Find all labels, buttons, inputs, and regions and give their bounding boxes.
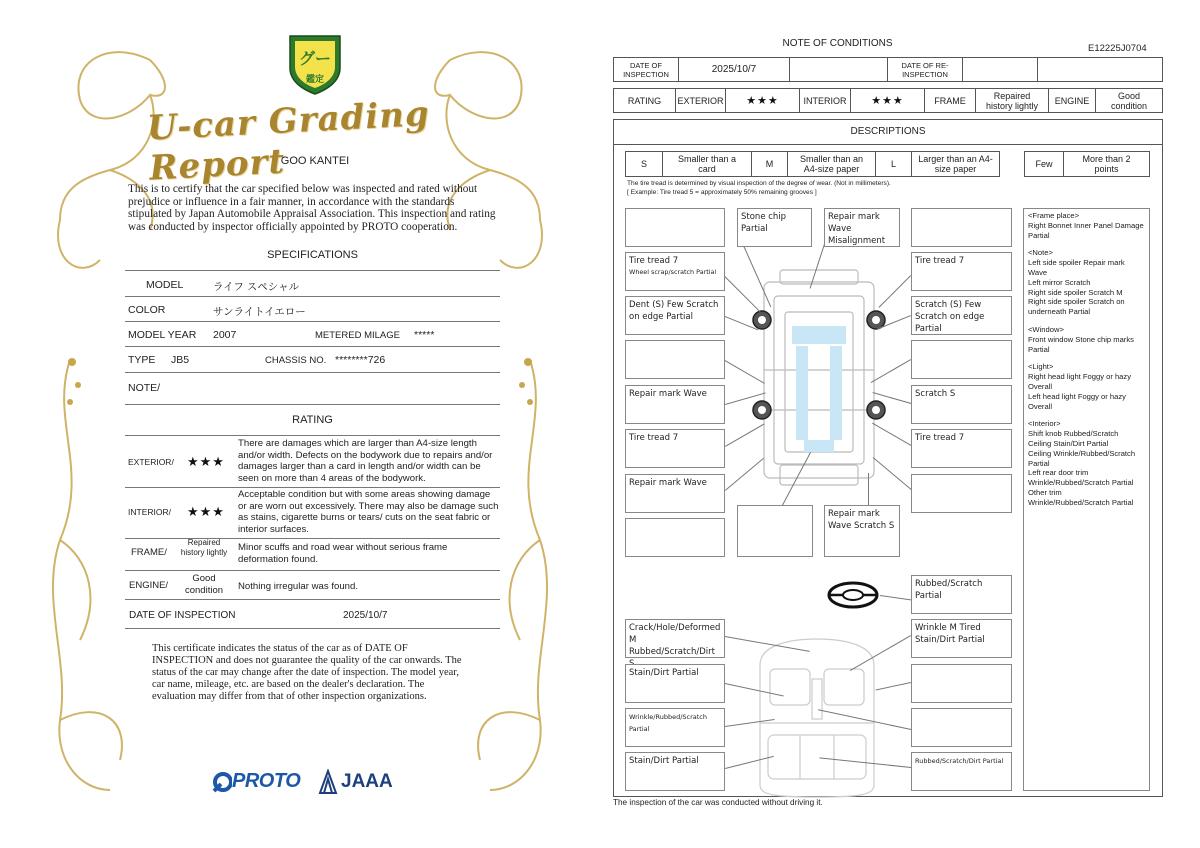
condition-box-rear-bumper: Repair mark Wave Scratch S [824, 505, 900, 557]
interior-label: INTERIOR/ [128, 507, 171, 517]
chassis-value: ********726 [335, 354, 386, 366]
divider [125, 628, 500, 629]
condition-box-front-seat-left: Stain/Dirt Partial [625, 664, 725, 703]
sheet-title: NOTE OF CONDITIONS [782, 38, 893, 49]
condition-box-front-seat-right: Wrinkle M Tired Stain/Dirt Partial [911, 619, 1012, 658]
side-note-line: Shift knob Rubbed/Scratch [1028, 429, 1119, 439]
side-notes-panel [1023, 208, 1150, 791]
side-note-line [1028, 411, 1145, 419]
divider [125, 321, 500, 322]
type-label: TYPE [128, 354, 156, 366]
divider [125, 404, 500, 405]
condition-box-rear-right-tire: Tire tread 7 [911, 429, 1012, 468]
engine-label: ENGINE [1048, 88, 1096, 113]
goo-kantei-badge-icon [286, 30, 344, 96]
condition-box-right-rear-door: Scratch S [911, 385, 1012, 424]
legend-m-key: M [751, 151, 788, 177]
color-label: COLOR [128, 304, 166, 316]
side-note-line: <Interior> [1028, 419, 1061, 429]
right-window-glass [830, 346, 842, 440]
date-inspection-label: DATE OF INSPECTION [613, 57, 679, 82]
condition-box-rear-seat: Stain/Dirt Partial [625, 752, 725, 791]
condition-box-left-front-door: Dent (S) Few Scratch on edge Partial [625, 296, 725, 335]
legend-s-desc: Smaller than a card [662, 151, 752, 177]
side-notes-list [1028, 211, 1145, 508]
frame-label: FRAME/ [131, 547, 167, 558]
rating-label: RATING [613, 88, 676, 113]
divider [125, 570, 500, 571]
side-note-line: <Light> [1028, 362, 1054, 372]
divider [125, 270, 500, 271]
condition-box-rear-left-empty [625, 518, 725, 557]
legend-m-desc: Smaller than an A4-size paper [787, 151, 876, 177]
engine-value: Good condition [1095, 88, 1163, 113]
side-note-line: <Window> [1028, 324, 1064, 334]
report-title: U-car Grading Report [146, 93, 431, 189]
frame-value: Repaired history lightly [975, 88, 1049, 113]
sheet-footer-note: The inspection of the car was conducted without driving it. [613, 798, 823, 807]
side-note-line: <Frame place> [1028, 211, 1080, 220]
color-value: サンライトイエロー [213, 306, 306, 318]
condition-box-front-right-tire: Tire tread 7 [911, 252, 1012, 291]
side-note-line: <Note> [1028, 248, 1053, 258]
rating-heading: RATING [292, 414, 333, 426]
side-note-line: Ceiling Wrinkle/Rubbed/Scratch Partial [1028, 448, 1136, 468]
interior-stars: ★★★ [850, 88, 925, 113]
side-note-line: Right side spoiler Scratch M [1028, 287, 1123, 297]
note-of-conditions-sheet [600, 0, 1200, 848]
tire-note: The tire tread is determined by visual inspection of the degree of wear. (Not in millimeters). [627, 180, 891, 187]
front-left-wheel-note: Wheel scrap/scratch Partial [629, 268, 717, 276]
svg-text:グー: グー [298, 49, 332, 68]
frame-description: Minor scuffs and road wear without serious frame deformation found. [238, 542, 448, 565]
condition-box-left-mid-empty [625, 340, 725, 379]
date-of-inspection-value: 2025/10/7 [343, 610, 388, 621]
condition-box-left-rear-quarter: Repair mark Wave [625, 474, 725, 513]
side-note-line [1028, 354, 1145, 362]
interior-stars: ★★★ [187, 505, 225, 520]
exterior-stars: ★★★ [187, 455, 225, 470]
condition-box-right-mid-empty [911, 340, 1012, 379]
rear-window-glass [804, 440, 834, 452]
condition-box-bonnet: Repair mark Wave Misalignment [824, 208, 900, 247]
condition-box-right-front-door: Scratch (S) Few Scratch on edge Partial [911, 296, 1012, 335]
proto-wordmark: PROTO [232, 770, 301, 792]
metered-milage-label: METERED MILAGE [315, 330, 400, 341]
condition-box-windshield: Stone chip Partial [737, 208, 812, 247]
divider [125, 599, 500, 600]
date-of-inspection-label: DATE OF INSPECTION [129, 610, 236, 621]
proto-logo [212, 770, 300, 793]
side-note-line: Right side spoiler Scratch on underneath Partial [1028, 297, 1125, 317]
windshield-glass [792, 326, 846, 344]
model-value: ライフ スペシャル [213, 281, 300, 293]
legend-few-desc: More than 2 points [1063, 151, 1150, 177]
interior-label: INTERIOR [799, 88, 851, 113]
side-note-line: Left head light Foggy or hazy Overall [1028, 391, 1126, 411]
report-id: E12225J0704 [1088, 43, 1147, 54]
empty-cell [1037, 57, 1163, 82]
jaaa-wordmark: JAAA [341, 771, 393, 792]
svg-text:鑑定: 鑑定 [305, 75, 325, 85]
engine-label: ENGINE/ [129, 580, 169, 591]
condition-box-front-right-empty [911, 208, 1012, 247]
car-interior-diagram [750, 635, 885, 800]
side-note-line: Right Bonnet Inner Panel Damage Partial [1028, 220, 1144, 240]
side-note-line: Left mirror Scratch [1028, 277, 1091, 287]
car-exterior-diagram [740, 260, 890, 500]
date-reinspection-value [962, 57, 1038, 82]
model-year-value: 2007 [213, 329, 237, 341]
model-label: MODEL [146, 279, 184, 291]
type-value: JB5 [171, 354, 190, 366]
jaaa-logo [318, 769, 393, 795]
frame-label: FRAME [924, 88, 976, 113]
front-left-tire-tread: Tire tread 7 [629, 256, 679, 266]
steering-wheel-icon [826, 580, 880, 610]
exterior-stars: ★★★ [725, 88, 800, 113]
descriptions-heading: DESCRIPTIONS [850, 126, 926, 137]
chassis-label: CHASSIS NO. [265, 355, 327, 366]
condition-box-interior-right-mid-empty [911, 708, 1012, 747]
condition-box-dashboard: Crack/Hole/Deformed M Rubbed/Scratch/Dirt [625, 619, 725, 658]
legend-few-key: Few [1024, 151, 1064, 177]
side-note-line: Other trim Wrinkle/Rubbed/Scratch Partial [1028, 487, 1134, 507]
tire-example: [ Example: Tire tread 5 = approximately 50% remaining grooves ] [627, 189, 817, 196]
condition-box-rear-trim: Rubbed/Scratch/Dirt Partial [911, 752, 1012, 791]
condition-box-left-rear-door: Repair mark Wave [625, 385, 725, 424]
report-subtitle: GOO KANTEI [280, 155, 350, 167]
proto-mark-icon [212, 771, 232, 793]
condition-box-rear-left-tire: Tire tread 7 [625, 429, 725, 468]
side-note-line [1028, 317, 1145, 325]
engine-value: Good condition [184, 573, 224, 596]
divider [125, 296, 500, 297]
divider [125, 435, 500, 436]
divider [125, 487, 500, 488]
legend-s-key: S [625, 151, 663, 177]
interior-description: Acceptable condition but with some areas showing damage or are worn out excessively. There may also be damage such as stains, cigarette burns or tears/ cuts on the seat fabric or interior surfaces. [238, 489, 499, 535]
note-label: NOTE/ [128, 382, 161, 394]
exterior-label: EXTERIOR/ [128, 457, 174, 467]
legend-l-key: L [875, 151, 912, 177]
condition-box-rear-center-empty [737, 505, 813, 557]
left-window-glass [796, 346, 808, 440]
side-note-line: Front window Stone chip marks Partial [1028, 334, 1134, 354]
model-year-label: MODEL YEAR [128, 329, 197, 341]
condition-box-front-left-empty [625, 208, 725, 247]
side-note-line: Left side spoiler Repair mark Wave [1028, 258, 1125, 277]
side-note-line: Right head light Foggy or hazy Overall [1028, 372, 1131, 391]
divider [125, 346, 500, 347]
certificate-disclaimer: This certificate indicates the status of the car as of DATE OF INSPECTION and does not guarantee the quality of the car onwards. The status of the car may change after the date of inspection. The model year, car name, mileage, etc. are based on the dealer's declaration. The evaluation may differ from that of other inspection organizations. [152, 643, 462, 702]
metered-milage-value: ***** [414, 329, 435, 341]
divider [125, 372, 500, 373]
certification-statement: This is to certify that the car specified below was inspected and rated without prejudice or influence in a fair manner, in accordance with the standards stipulated by Japan Automobile Appraisal Association. This inspection and rating was conducted by inspector officially appointed by PROTO cooperation. [128, 183, 496, 233]
legend-l-desc: Larger than an A4-size paper [911, 151, 1000, 177]
empty-cell [789, 57, 888, 82]
engine-description: Nothing irregular was found. [238, 581, 358, 592]
exterior-label: EXTERIOR [675, 88, 726, 113]
condition-box-left-trim: Wrinkle/Rubbed/Scratch Partial [625, 708, 725, 747]
side-note-line: Ceiling Stain/Dirt Partial [1028, 438, 1109, 448]
specifications-heading: SPECIFICATIONS [267, 249, 358, 261]
date-reinspection-label: DATE OF RE-INSPECTION [887, 57, 963, 82]
jaaa-mark-icon [318, 769, 338, 795]
condition-box-front-left-tire [625, 252, 725, 291]
frame-value: Repaired history lightly [180, 538, 228, 557]
side-note-line [1028, 240, 1145, 248]
side-note-line: Left rear door trim Wrinkle/Rubbed/Scratch Partial [1028, 468, 1134, 488]
exterior-description: There are damages which are larger than A4-size length and/or width. Defects on the bodywork due to repairs and/or damages larger than a card in length and/or width can be seen on more than 4 areas of the bodywork. [238, 438, 493, 484]
condition-box-right-rear-empty [911, 474, 1012, 513]
date-inspection-value: 2025/10/7 [678, 57, 790, 82]
condition-box-steering: Rubbed/Scratch Partial [911, 575, 1012, 614]
condition-box-interior-right-empty [911, 664, 1012, 703]
